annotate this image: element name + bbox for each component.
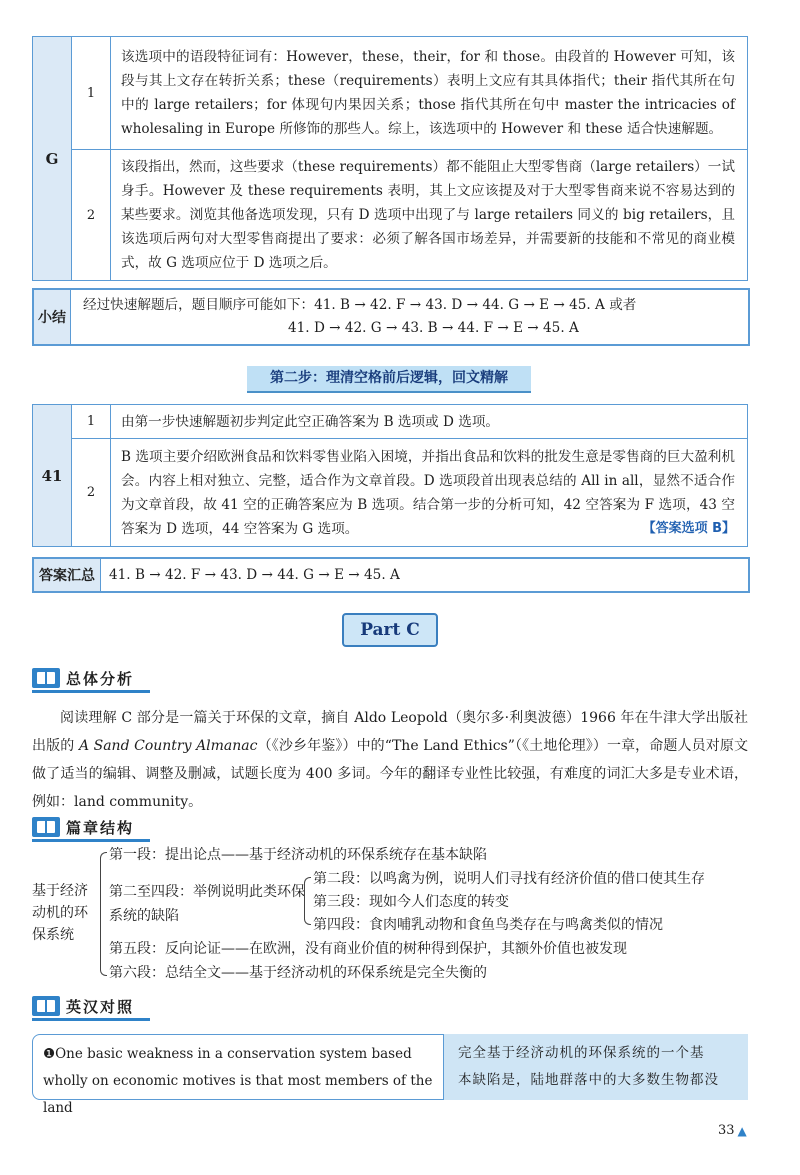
chinese-text: [444, 1034, 748, 1100]
structure-title: 篇章结构: [66, 818, 135, 837]
chinese-line-1: 完全基于经济动机的环保系统的一个基: [458, 1045, 705, 1061]
page-number: 33: [718, 1123, 735, 1138]
overview-paragraph: [32, 704, 748, 816]
overview-text-1: 阅读理解 C 部分是一篇关于环保的文章，摘自 Aldo Leopold（奥尔多·利奥波德）1966 年在牛津大学出版社出版的: [32, 710, 748, 754]
structure-root: 基于经济动机的环保系统: [32, 883, 88, 943]
english-line-2: wholly on economic motives is that most members of the land: [43, 1073, 433, 1116]
cap-icon: ▲: [737, 1123, 747, 1138]
answer-summary-box: [32, 557, 750, 593]
bilingual-box: [32, 1034, 748, 1116]
table-g: [32, 36, 748, 281]
book-title: A Sand Country Almanac: [78, 738, 258, 754]
bilingual-heading: [32, 995, 134, 1017]
book-icon: [32, 668, 60, 688]
book-icon: [32, 817, 60, 837]
part-title: Part C: [342, 613, 438, 647]
table-41-label: 41: [33, 405, 72, 547]
structure-heading: [32, 816, 134, 838]
structure-p3: 第三段：现如今人们态度的转变: [313, 894, 509, 910]
structure-p5: 第五段：反向论证——在欧洲，没有商业价值的树种得到保护，其额外价值也被发现: [109, 941, 627, 957]
row-text: [111, 439, 748, 547]
table-41: [32, 404, 748, 547]
chinese-line-2: 本缺陷是，陆地群落中的大多数生物都没: [458, 1072, 719, 1088]
summary-line-2: 41. D → 42. G → 43. B → 44. F → E → 45. A: [288, 320, 579, 336]
english-line-1: ❶One basic weakness in a conservation system based: [43, 1046, 412, 1062]
bilingual-title: 英汉对照: [66, 997, 135, 1016]
structure-p4: 第四段：食肉哺乳动物和食鱼鸟类存在与鸣禽类似的情况: [313, 917, 663, 933]
row-number: 1: [72, 37, 111, 150]
row-text: 由第一步快速解题初步判定此空正确答案为 B 选项或 D 选项。: [111, 405, 748, 439]
answer-summary-label: 答案汇总: [34, 559, 101, 591]
answer-summary-text: 41. B → 42. F → 43. D → 44. G → E → 45. A: [109, 567, 400, 583]
row-text-body: B 选项主要介绍欧洲食品和饮料零售业陷入困境，并指出食品和饮料的批发生意是零售商的巨大盈利机会。内容上相对独立、完整，适合作为文章首段。D 选项段首出现表总结的 All in all，显然不适合作为文章首段，故 41 空的正确答案应为 B 选项。结合第一步的分析可知，42 空答案为 F 选项，43 空答案为 D 选项，44 空答案为 G 选项。: [121, 448, 735, 537]
book-icon: [32, 996, 60, 1016]
row-text: 该段指出，然而，这些要求（these requirements）都不能阻止大型零售商（large retailers）一试身手。However 及 these requirements 表明，其上文应该提及对于大型零售商来说不容易达到的某些要求。浏览其他备选项发现，只有 D 选项中出现了与 large retailers 同义的 big retailers，且该选项后两句对大型零售商提出了要求：必须了解各国市场差异，并需要新的技能和不常见的商业模式，故 G 选项应位于 D 选项之后。: [111, 150, 748, 281]
english-text: [32, 1034, 444, 1116]
structure-p1: 第一段：提出论点——基于经济动机的环保系统存在基本缺陷: [109, 847, 487, 863]
overview-title: 总体分析: [66, 669, 135, 688]
row-number: 1: [72, 405, 111, 439]
answer-tag: 【答案选项 B】: [642, 520, 735, 536]
overview-heading: [32, 667, 134, 689]
row-number: 2: [72, 150, 111, 281]
structure-p2-4: 第二至四段：举例说明此类环保系统的缺陷: [109, 884, 305, 924]
step2-title: 第二步：理清空格前后逻辑，回文精解: [247, 366, 531, 393]
row-text: 该选项中的语段特征词有：However，these，their，for 和 those。由段首的 However 可知，该段与其上文存在转折关系；these（requirements）表明上文应有其具体指代；their 指代其所在句中的 large retailers；for 体现句内果因关系；those 指代其所在句中 master the intricacies of wholesaling in Europe 所修饰的那些人。综上，该选项中的 However 和 these 适合快速解题。: [111, 37, 748, 150]
summary-label: 小结: [34, 290, 71, 344]
summary-line-1: 经过快速解题后，题目顺序可能如下：41. B → 42. F → 43. D → 44. G → E → 45. A 或者: [83, 297, 637, 313]
row-number: 2: [72, 439, 111, 547]
structure-p2: 第二段：以鸣禽为例，说明人们寻找有经济价值的借口使其生存: [313, 871, 705, 887]
page-number-box: [718, 1123, 747, 1138]
table-g-label: G: [33, 37, 72, 281]
structure-p6: 第六段：总结全文——基于经济动机的环保系统是完全失衡的: [109, 965, 487, 981]
overview-text-2: （《沙乡年鉴》）中的“The Land Ethics”（《土地伦理》）一章，命题人员对原文做了适当的编辑、调整及删减，试题长度为 400 多词。今年的翻译专业性比较强，有难度的词汇大多是专业术语，例如：land community。: [32, 738, 749, 810]
summary-box: [32, 288, 750, 346]
